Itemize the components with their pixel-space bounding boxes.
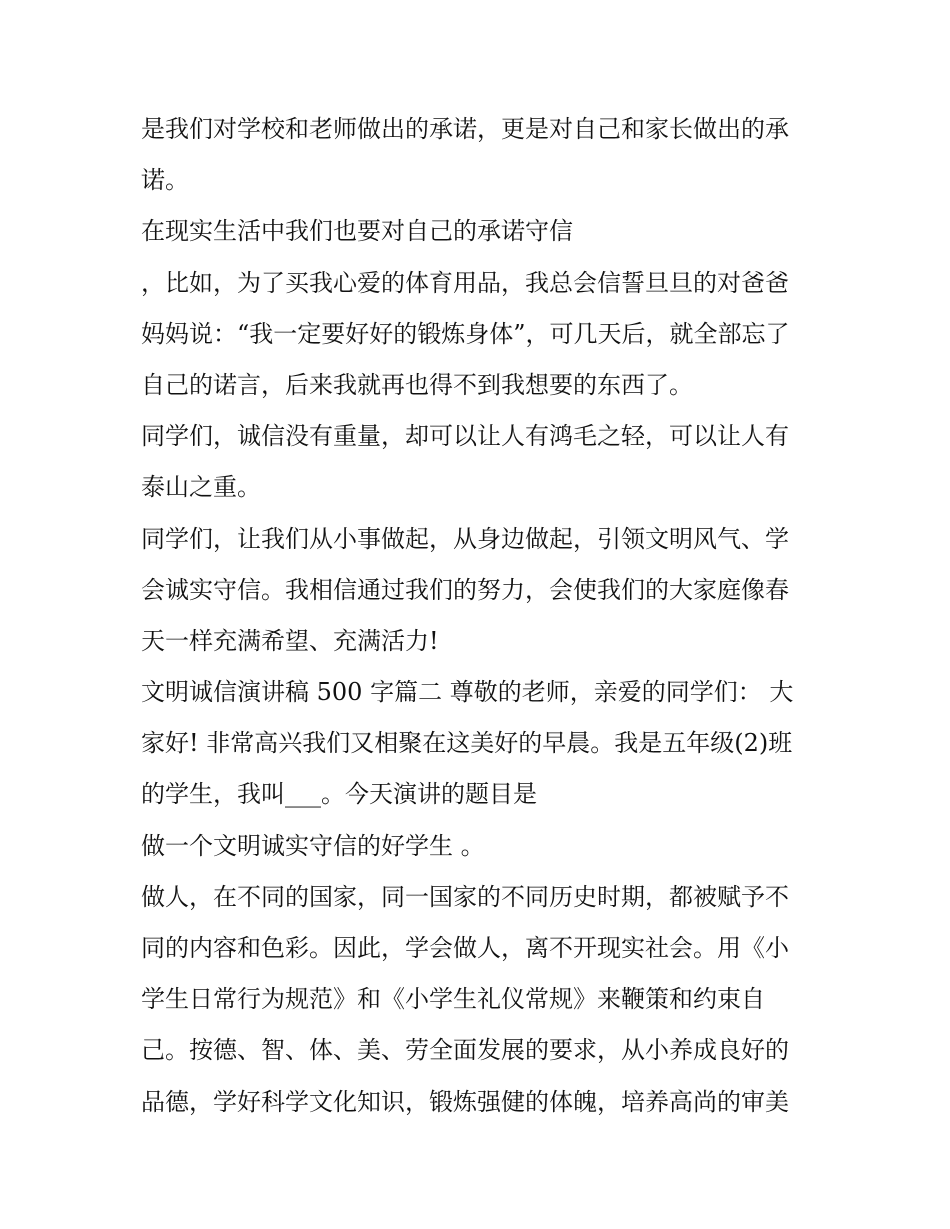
text-line: ，比如，为了买我心爱的体育用品，我总会信誓旦旦的对爸爸 [141,268,789,297]
text-line: 妈妈说：“我一定要好好的锻炼身体”，可几天后，就全部忘了 [141,319,790,348]
text-line: 同学们，诚信没有重量，却可以让人有鸿毛之轻，可以让人有 [141,422,789,451]
text-line: 学生日常行为规范》和《小学生礼仪常规》来鞭策和约束自 [141,985,765,1014]
body-text [141,104,821,1128]
text-line: 自己的诺言，后来我就再也得不到我想要的东西了。 [141,370,693,399]
text-line: 在现实生活中我们也要对自己的承诺守信 [141,217,573,246]
text-line: 做人，在不同的国家，同一国家的不同历史时期，都被赋予不 [141,882,789,911]
text-line: 同的内容和色彩。因此，学会做人，离不开现实社会。用《小 [141,934,789,962]
text-line: 天一样充满希望、充满活力! [141,626,439,655]
text-line: 同学们，让我们从小事做起，从身边做起，引领文明风气、学 [141,524,789,553]
text-line: 诺。 [141,166,189,195]
text-line: 文明诚信演讲稿 500 字篇二 尊敬的老师，亲爱的同学们： 大 [141,678,794,707]
text-line: 会诚实守信。我相信通过我们的努力，会使我们的大家庭像春 [141,575,789,604]
text-line: 的学生，我叫___。今天演讲的题目是 [141,780,537,809]
text-line: 品德，学好科学文化知识，锻炼强健的体魄，培养高尚的审美 [141,1087,789,1116]
text-line: 做一个文明诚实守信的好学生 。 [141,831,485,860]
text-line: 己。按德、智、体、美、劳全面发展的要求，从小养成良好的 [141,1036,789,1065]
text-line: 泰山之重。 [141,473,261,502]
text-line: 家好! 非常高兴我们又相聚在这美好的早晨。我是五年级(2)班 [141,729,793,758]
text-line: 是我们对学校和老师做出的承诺，更是对自己和家长做出的承 [141,115,789,143]
